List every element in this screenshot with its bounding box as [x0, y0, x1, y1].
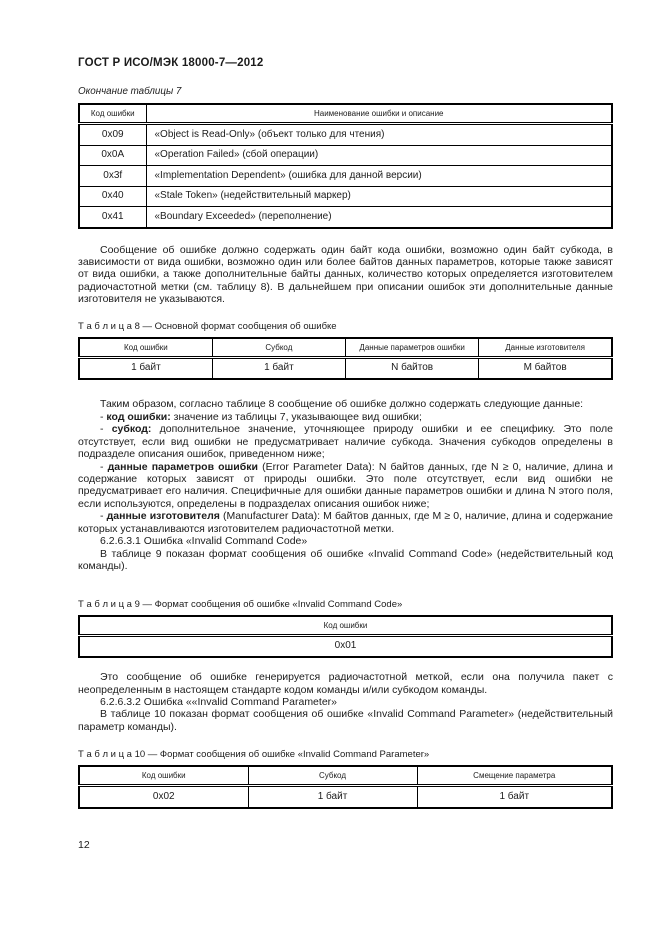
table10-caption: Т а б л и ц а 10 — Формат сообщения об ошибке «Invalid Command Parameter» — [78, 749, 430, 761]
table-header-row — [79, 616, 612, 636]
document-title: ГОСТ Р ИСО/МЭК 18000-7—2012 — [78, 57, 264, 69]
table10-col-subcode: Субкод — [248, 766, 417, 786]
list-dash: - — [100, 510, 107, 523]
list-dash: - — [100, 410, 107, 423]
list-item-manufacturer-data — [78, 510, 613, 535]
table-cell: N байтов — [346, 357, 479, 379]
table-cell-desc: «Operation Failed» (сбой операции) — [146, 145, 612, 166]
table10-col-code: Код ошибки — [79, 766, 248, 786]
table-cell-code: 0x41 — [79, 207, 146, 228]
list-text: (Error Parameter Data): N байтов данных, где N ≥ 0, наличие, длина и содержание которых зависят от природы ошибки. Это поле отсутствует, если вид ошибки не предусматривает его наличия. Специфичные для ошибки данные параметров ошибки и длина N этого поля, если используются, определены в подразделах описания ошибок ниже; — [78, 460, 613, 510]
list-dash: - — [100, 460, 108, 473]
table-header-row — [79, 338, 612, 358]
heading-6-2-6-3-1: 6.2.6.3.1 Ошибка «Invalid Command Code» — [100, 535, 308, 548]
table-row — [79, 166, 612, 187]
list-term: субкод: — [111, 423, 152, 436]
table-cell-desc: «Boundary Exceeded» (переполнение) — [146, 207, 612, 228]
list-item-error-parameter-data — [78, 461, 613, 511]
table-10-invalid-command-parameter — [78, 765, 613, 809]
table-cell-code: 0x09 — [79, 124, 146, 146]
table9-col-code: Код ошибки — [79, 616, 612, 636]
table-cell-desc: «Stale Token» (недействительный маркер) — [146, 186, 612, 207]
table9-caption: Т а б л и ц а 9 — Формат сообщения об ошибке «Invalid Command Code» — [78, 598, 403, 610]
list-text: (Manufacturer Data): M байтов данных, где M ≥ 0, наличие, длина и содержание которых устанавливаются изготовителем радиочастотной метки. — [78, 510, 613, 535]
table8-col-subcode: Субкод — [212, 338, 345, 358]
table-row — [79, 124, 612, 146]
list-term: данные параметров ошибки — [107, 460, 258, 473]
table-cell-code: 0x0A — [79, 145, 146, 166]
heading-6-2-6-3-2: 6.2.6.3.2 Ошибка ««Invalid Command Parameter» — [100, 696, 337, 709]
table-cell: 0x01 — [79, 635, 612, 657]
list-dash: - — [100, 423, 112, 436]
list-item-subcode — [78, 423, 613, 460]
table-row — [79, 145, 612, 166]
table-header-row — [79, 104, 612, 124]
table-cell-desc: «Implementation Dependent» (ошибка для данной версии) — [146, 166, 612, 187]
table-row — [79, 357, 612, 379]
list-term: код ошибки: — [106, 410, 171, 423]
table-row — [79, 207, 612, 228]
table-cell: 1 байт — [212, 357, 345, 379]
table7-col-name: Наименование ошибки и описание — [146, 104, 612, 124]
paragraph-table10-intro: В таблице 10 показан формат сообщения об ошибке «Invalid Command Parameter» (недействительный параметр команды). — [78, 708, 613, 733]
table-cell: 1 байт — [248, 786, 417, 808]
table-row — [79, 786, 612, 808]
table-7-error-codes — [78, 103, 613, 229]
table-cell: 0x02 — [79, 786, 248, 808]
table-row — [79, 635, 612, 657]
list-text: дополнительное значение, уточняющее природу ошибки и ее специфику. Это поле отсутствует, если вид ошибки не предусматривает наличие субкода. Значения субкодов определены в подразделе описания ошибок, приведенном ниже; — [78, 423, 613, 461]
page-number: 12 — [78, 839, 90, 851]
page-content — [78, 0, 613, 809]
table8-col-code: Код ошибки — [79, 338, 212, 358]
table8-col-param-data: Данные параметров ошибки — [346, 338, 479, 358]
table8-col-manufacturer-data: Данные изготовителя — [479, 338, 612, 358]
table8-caption: Т а б л и ц а 8 — Основной формат сообщения об ошибке — [78, 320, 337, 332]
table-row — [79, 186, 612, 207]
table-cell-code: 0x3f — [79, 166, 146, 187]
table-8-error-message-format — [78, 337, 613, 381]
table10-col-param-offset: Смещение параметра — [417, 766, 612, 786]
list-text: значение из таблицы 7, указывающее вид ошибки; — [170, 410, 422, 423]
paragraph-table9-intro: В таблице 9 показан формат сообщения об ошибке «Invalid Command Code» (недействительный код команды). — [78, 547, 613, 573]
table-9-invalid-command-code — [78, 615, 613, 659]
list-item-error-code — [78, 411, 613, 423]
paragraph-intro: Сообщение об ошибке должно содержать один байт кода ошибки, возможно один байт субкода, в зависимости от вида ошибки, возможно один или более байтов данных параметров, которые также зависят от вида ошибки, а также дополнительные байты данных, количество которых определяется изготовителем радиочастотной метки (см. таблицу 8). В дальнейшем при описании ошибок эти дополнительные данные изготовителя не указываются. — [78, 243, 613, 306]
paragraph-after-table9: Это сообщение об ошибке генерируется радиочастотной меткой, если она получила пакет с неопределенным в настоящем стандарте кодом команды и/или субкодом команды. — [78, 671, 613, 696]
table-header-row — [79, 766, 612, 786]
table-cell: 1 байт — [79, 357, 212, 379]
table-cell-code: 0x40 — [79, 186, 146, 207]
table-cell: M байтов — [479, 357, 612, 379]
table-cell-desc: «Object is Read-Only» (объект только для чтения) — [146, 124, 612, 146]
table7-continuation-label: Окончание таблицы 7 — [78, 86, 182, 97]
table7-col-code: Код ошибки — [79, 104, 146, 124]
list-term: данные изготовителя — [106, 510, 220, 523]
table-cell: 1 байт — [417, 786, 612, 808]
paragraph-thus: Таким образом, согласно таблице 8 сообщение об ошибке должно содержать следующие данные: — [100, 398, 584, 411]
